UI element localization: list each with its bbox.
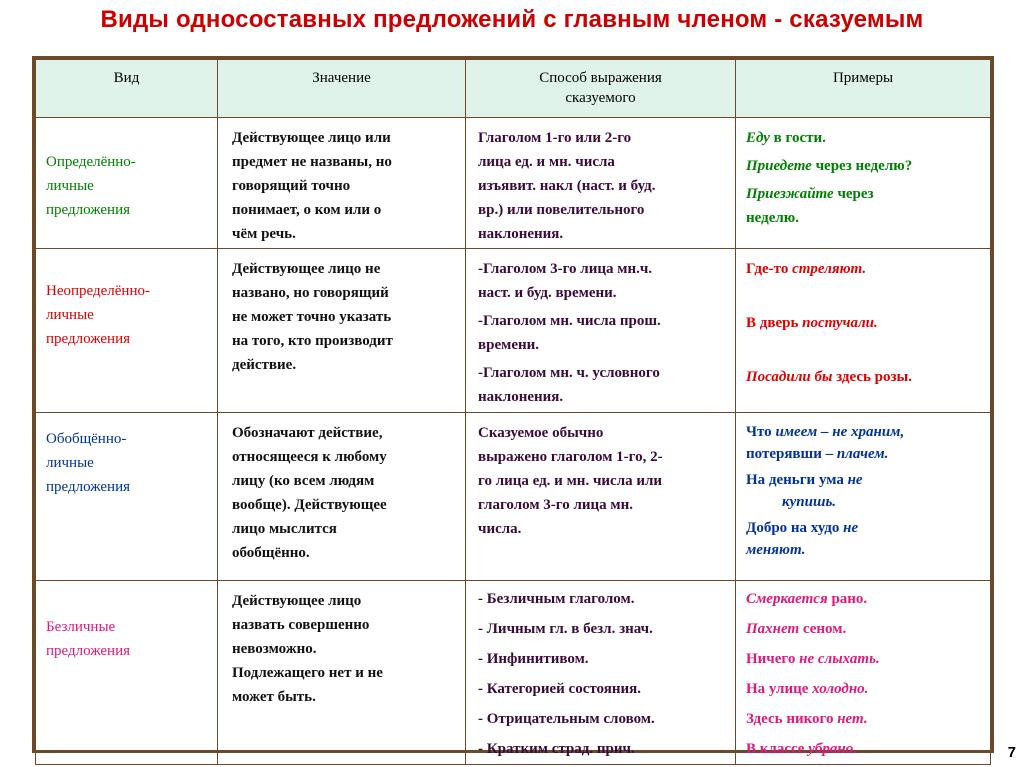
text-line: вообще). Действующее xyxy=(232,497,387,513)
text-line: Действующее лицо не xyxy=(232,261,381,277)
header-sposob xyxy=(466,60,736,118)
row4-znachenie xyxy=(218,581,466,765)
example-line xyxy=(746,469,984,491)
vid-line: предложения xyxy=(46,643,131,659)
example-italic: нет. xyxy=(837,711,868,727)
page-number: 7 xyxy=(1007,744,1016,761)
row2-primery xyxy=(736,249,991,413)
vid-line: Неопределённо- xyxy=(46,283,150,299)
row4-vid xyxy=(36,581,218,765)
example-italic: меняют. xyxy=(746,542,806,558)
example-plain: рано. xyxy=(827,591,868,607)
example-plain: Где-то xyxy=(746,261,793,277)
text-line: Обозначают действие, xyxy=(232,425,383,441)
text-line: действие. xyxy=(232,357,297,373)
text-line: го лица ед. и мн. числа или xyxy=(478,473,663,489)
text-line: лица ед. и мн. числа xyxy=(478,154,615,170)
example-italic: постучали. xyxy=(802,315,878,331)
example-italic: Приезжайте xyxy=(746,186,834,202)
text-line: названо, но говорящий xyxy=(232,285,389,301)
text-line: Глаголом 1-го или 2-го xyxy=(478,130,632,146)
example-italic: Еду xyxy=(746,130,770,146)
example-line xyxy=(746,674,984,704)
example-plain: На улице xyxy=(746,681,813,697)
example-italic: Пахнет xyxy=(746,621,800,637)
row3-primery xyxy=(736,413,991,581)
example-plain: через xyxy=(833,186,874,202)
text-line: изъявит. накл (наст. и буд. xyxy=(478,178,656,194)
example-plain: Добро на худо xyxy=(746,520,844,536)
example-line xyxy=(746,257,984,281)
example-line xyxy=(746,734,984,764)
text-line: не может точно указать xyxy=(232,309,392,325)
row3-vid xyxy=(36,413,218,581)
text-line: - Категорией состояния. xyxy=(478,681,642,697)
example-line xyxy=(746,182,984,206)
header-primery: Примеры xyxy=(736,60,991,118)
example-line xyxy=(746,154,984,178)
example-plain: Что xyxy=(746,424,776,440)
text-line: лицо мыслится xyxy=(232,521,337,537)
text-line: -Глаголом 3-го лица мн.ч. xyxy=(478,261,653,277)
example-italic: плачем. xyxy=(836,446,889,462)
example-line xyxy=(746,311,984,335)
vid-line: предложения xyxy=(46,202,131,218)
row2-vid xyxy=(36,249,218,413)
example-line xyxy=(746,365,984,389)
row1-sposob xyxy=(466,118,736,249)
text-line: лицу (ко всем людям xyxy=(232,473,375,489)
example-plain: Здесь никого xyxy=(746,711,838,727)
text-line: - Отрицательным словом. xyxy=(478,711,655,727)
text-line: - Безличным глаголом. xyxy=(478,591,635,607)
example-plain: сеном. xyxy=(799,621,847,637)
row1-vid xyxy=(36,118,218,249)
text-line: понимает, о ком или о xyxy=(232,202,382,218)
row3-znachenie xyxy=(218,413,466,581)
example-italic: убрано. xyxy=(808,741,857,757)
example-line xyxy=(746,206,984,230)
text-line: - Кратким страд. прич. xyxy=(478,741,635,757)
example-plain: В дверь xyxy=(746,315,803,331)
example-italic: Смеркается xyxy=(746,591,828,607)
text-line: относящееся к любому xyxy=(232,449,387,465)
text-line: времени. xyxy=(478,337,540,353)
example-plain: На деньги ума xyxy=(746,472,848,488)
example-plain: В классе xyxy=(746,741,809,757)
row4-sposob xyxy=(466,581,736,765)
vid-line: личные xyxy=(46,178,94,194)
text-line: Подлежащего нет и не xyxy=(232,665,383,681)
row1-znachenie xyxy=(218,118,466,249)
header-sposob-line2: сказуемого xyxy=(565,90,636,106)
text-line: -Глаголом мн. числа прош. xyxy=(478,313,661,329)
example-line xyxy=(746,644,984,674)
table-row xyxy=(36,249,991,413)
types-table xyxy=(32,56,994,757)
text-line: говорящий точно xyxy=(232,178,351,194)
example-line xyxy=(746,517,984,539)
example-line xyxy=(746,584,984,614)
vid-line: личные xyxy=(46,455,94,471)
vid-line: личные xyxy=(46,307,94,323)
text-line: вр.) или повелительного xyxy=(478,202,645,218)
example-plain: в гости. xyxy=(769,130,826,146)
text-line: выражено глаголом 1-го, 2- xyxy=(478,449,663,465)
table-row xyxy=(36,413,991,581)
text-line: Действующее лицо или xyxy=(232,130,391,146)
example-line xyxy=(746,704,984,734)
example-italic: стреляют. xyxy=(792,261,867,277)
example-italic: Приедете xyxy=(746,158,812,174)
text-line: наклонения. xyxy=(478,389,564,405)
text-line: - Инфинитивом. xyxy=(478,651,589,667)
example-line xyxy=(746,443,984,465)
example-line xyxy=(746,539,984,561)
example-line xyxy=(746,491,984,513)
example-line xyxy=(746,126,984,150)
example-italic: купишь. xyxy=(782,494,837,510)
example-plain: неделю. xyxy=(746,210,799,226)
page-title: Виды односоставных предложений с главным членом - сказуемым xyxy=(100,6,924,33)
text-line: невозможно. xyxy=(232,641,317,657)
header-znachenie: Значение xyxy=(218,60,466,118)
text-line: может быть. xyxy=(232,689,316,705)
example-italic: не слыхать. xyxy=(799,651,880,667)
example-italic: не xyxy=(843,520,859,536)
vid-line: предложения xyxy=(46,479,131,495)
text-line: наклонения. xyxy=(478,226,564,242)
example-italic: не xyxy=(847,472,863,488)
row4-primery xyxy=(736,581,991,765)
text-line: на того, кто производит xyxy=(232,333,393,349)
example-plain: через неделю? xyxy=(811,158,913,174)
example-line xyxy=(746,614,984,644)
text-line: - Личным гл. в безл. знач. xyxy=(478,621,653,637)
vid-line: Безличные xyxy=(46,619,116,635)
text-line: -Глаголом мн. ч. условного xyxy=(478,365,660,381)
example-italic: имеем – не храним, xyxy=(775,424,905,440)
example-italic: холодно. xyxy=(812,681,869,697)
vid-line: Определённо- xyxy=(46,154,136,170)
text-line: Действующее лицо xyxy=(232,593,362,609)
row3-sposob xyxy=(466,413,736,581)
text-line: Сказуемое обычно xyxy=(478,425,604,441)
table-header-row xyxy=(36,60,991,118)
header-sposob-line1: Способ выражения xyxy=(539,70,662,86)
header-vid: Вид xyxy=(36,60,218,118)
table-row xyxy=(36,118,991,249)
text-line: чём речь. xyxy=(232,226,296,242)
example-italic: Посадили бы xyxy=(746,369,833,385)
row1-primery xyxy=(736,118,991,249)
row2-sposob xyxy=(466,249,736,413)
table-row xyxy=(36,581,991,765)
example-line xyxy=(746,421,984,443)
text-line: глаголом 3-го лица мн. xyxy=(478,497,634,513)
text-line: назвать совершенно xyxy=(232,617,370,633)
example-plain: потерявши – xyxy=(746,446,837,462)
vid-line: предложения xyxy=(46,331,131,347)
text-line: обобщённо. xyxy=(232,545,310,561)
vid-line: Обобщённо- xyxy=(46,431,127,447)
text-line: предмет не названы, но xyxy=(232,154,392,170)
example-plain: Ничего xyxy=(746,651,800,667)
text-line: числа. xyxy=(478,521,522,537)
text-line: наст. и буд. времени. xyxy=(478,285,617,301)
example-plain: здесь розы. xyxy=(832,369,913,385)
row2-znachenie xyxy=(218,249,466,413)
